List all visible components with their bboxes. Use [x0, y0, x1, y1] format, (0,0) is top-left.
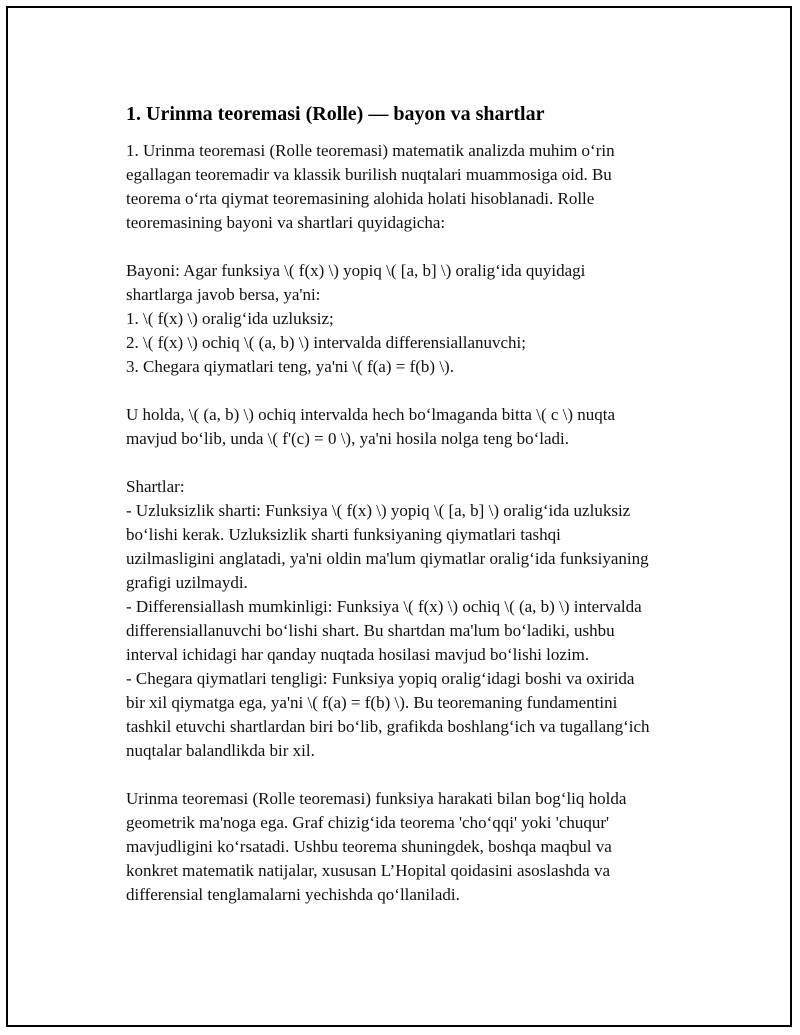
- text-line: - Chegara qiymatlari tengligi: Funksiya yopiq oralig‘idagi boshi va oxirida: [126, 669, 635, 688]
- text-line: tashkil etuvchi shartlardan biri bo‘lib, grafikda boshlang‘ich va tugallang‘ich: [126, 717, 650, 736]
- text-line: differensial tenglamalarni yechishda qo‘llaniladi.: [126, 885, 460, 904]
- blank-line: [126, 235, 696, 259]
- text-line: mavjudligini ko‘rsatadi. Ushbu teorema shuningdek, boshqa maqbul va: [126, 837, 612, 856]
- text-line: Urinma teoremasi (Rolle teoremasi) funksiya harakati bilan bog‘liq holda: [126, 789, 627, 808]
- text-line: nuqtalar balandlikda bir xil.: [126, 741, 315, 760]
- text-line: teoremasining bayoni va shartlari quyidagicha:: [126, 213, 446, 232]
- text-line: bo‘lishi kerak. Uzluksizlik sharti funksiyaning qiymatlari tashqi: [126, 525, 561, 544]
- text-line: - Differensiallash mumkinligi: Funksiya \( f(x) \) ochiq \( (a, b) \) intervalda: [126, 597, 642, 616]
- document-text: [126, 139, 696, 907]
- text-line: 1. \( f(x) \) oralig‘ida uzluksiz;: [126, 309, 334, 328]
- text-line: - Uzluksizlik sharti: Funksiya \( f(x) \) yopiq \( [a, b] \) oralig‘ida uzluksiz: [126, 501, 631, 520]
- blank-line: [126, 451, 696, 475]
- document-title: 1. Urinma teoremasi (Rolle) — bayon va shartlar: [126, 103, 545, 125]
- text-line: shartlarga javob bersa, ya'ni:: [126, 285, 321, 304]
- text-line: egallagan teoremadir va klassik burilish nuqtalari muammosiga oid. Bu: [126, 165, 612, 184]
- document-body: [126, 101, 696, 907]
- blank-line: [126, 379, 696, 403]
- text-line: interval ichidagi har qanday nuqtada hosilasi mavjud bo‘lishi lozim.: [126, 645, 590, 664]
- text-line: mavjud bo‘lib, unda \( f'(c) = 0 \), ya'ni hosila nolga teng bo‘ladi.: [126, 429, 569, 448]
- blank-line: [126, 763, 696, 787]
- text-line: geometrik ma'noga ega. Graf chizig‘ida teorema 'cho‘qqi' yoki 'chuqur': [126, 813, 610, 832]
- text-line: 1. Urinma teoremasi (Rolle teoremasi) matematik analizda muhim o‘rin: [126, 141, 615, 160]
- text-line: U holda, \( (a, b) \) ochiq intervalda hech bo‘lmaganda bitta \( c \) nuqta: [126, 405, 616, 424]
- text-line: differensiallanuvchi bo‘lishi shart. Bu shartdan ma'lum bo‘ladiki, ushbu: [126, 621, 615, 640]
- text-line: grafigi uzilmaydi.: [126, 573, 248, 592]
- text-line: bir xil qiymatga ega, ya'ni \( f(a) = f(b) \). Bu teoremaning fundamentini: [126, 693, 618, 712]
- text-line: uzilmasligini anglatadi, ya'ni oldin ma'lum qiymatlar oralig‘ida funksiyaning: [126, 549, 649, 568]
- text-line: Shartlar:: [126, 477, 185, 496]
- text-line: Bayoni: Agar funksiya \( f(x) \) yopiq \( [a, b] \) oralig‘ida quyidagi: [126, 261, 586, 280]
- text-line: teorema o‘rta qiymat teoremasining alohida holati hisoblanadi. Rolle: [126, 189, 595, 208]
- text-line: 3. Chegara qiymatlari teng, ya'ni \( f(a) = f(b) \).: [126, 357, 454, 376]
- text-line: 2. \( f(x) \) ochiq \( (a, b) \) intervalda differensiallanuvchi;: [126, 333, 526, 352]
- text-line: konkret matematik natijalar, xususan L’Hopital qoidasini asoslashda va: [126, 861, 611, 880]
- page-frame: [6, 6, 792, 1027]
